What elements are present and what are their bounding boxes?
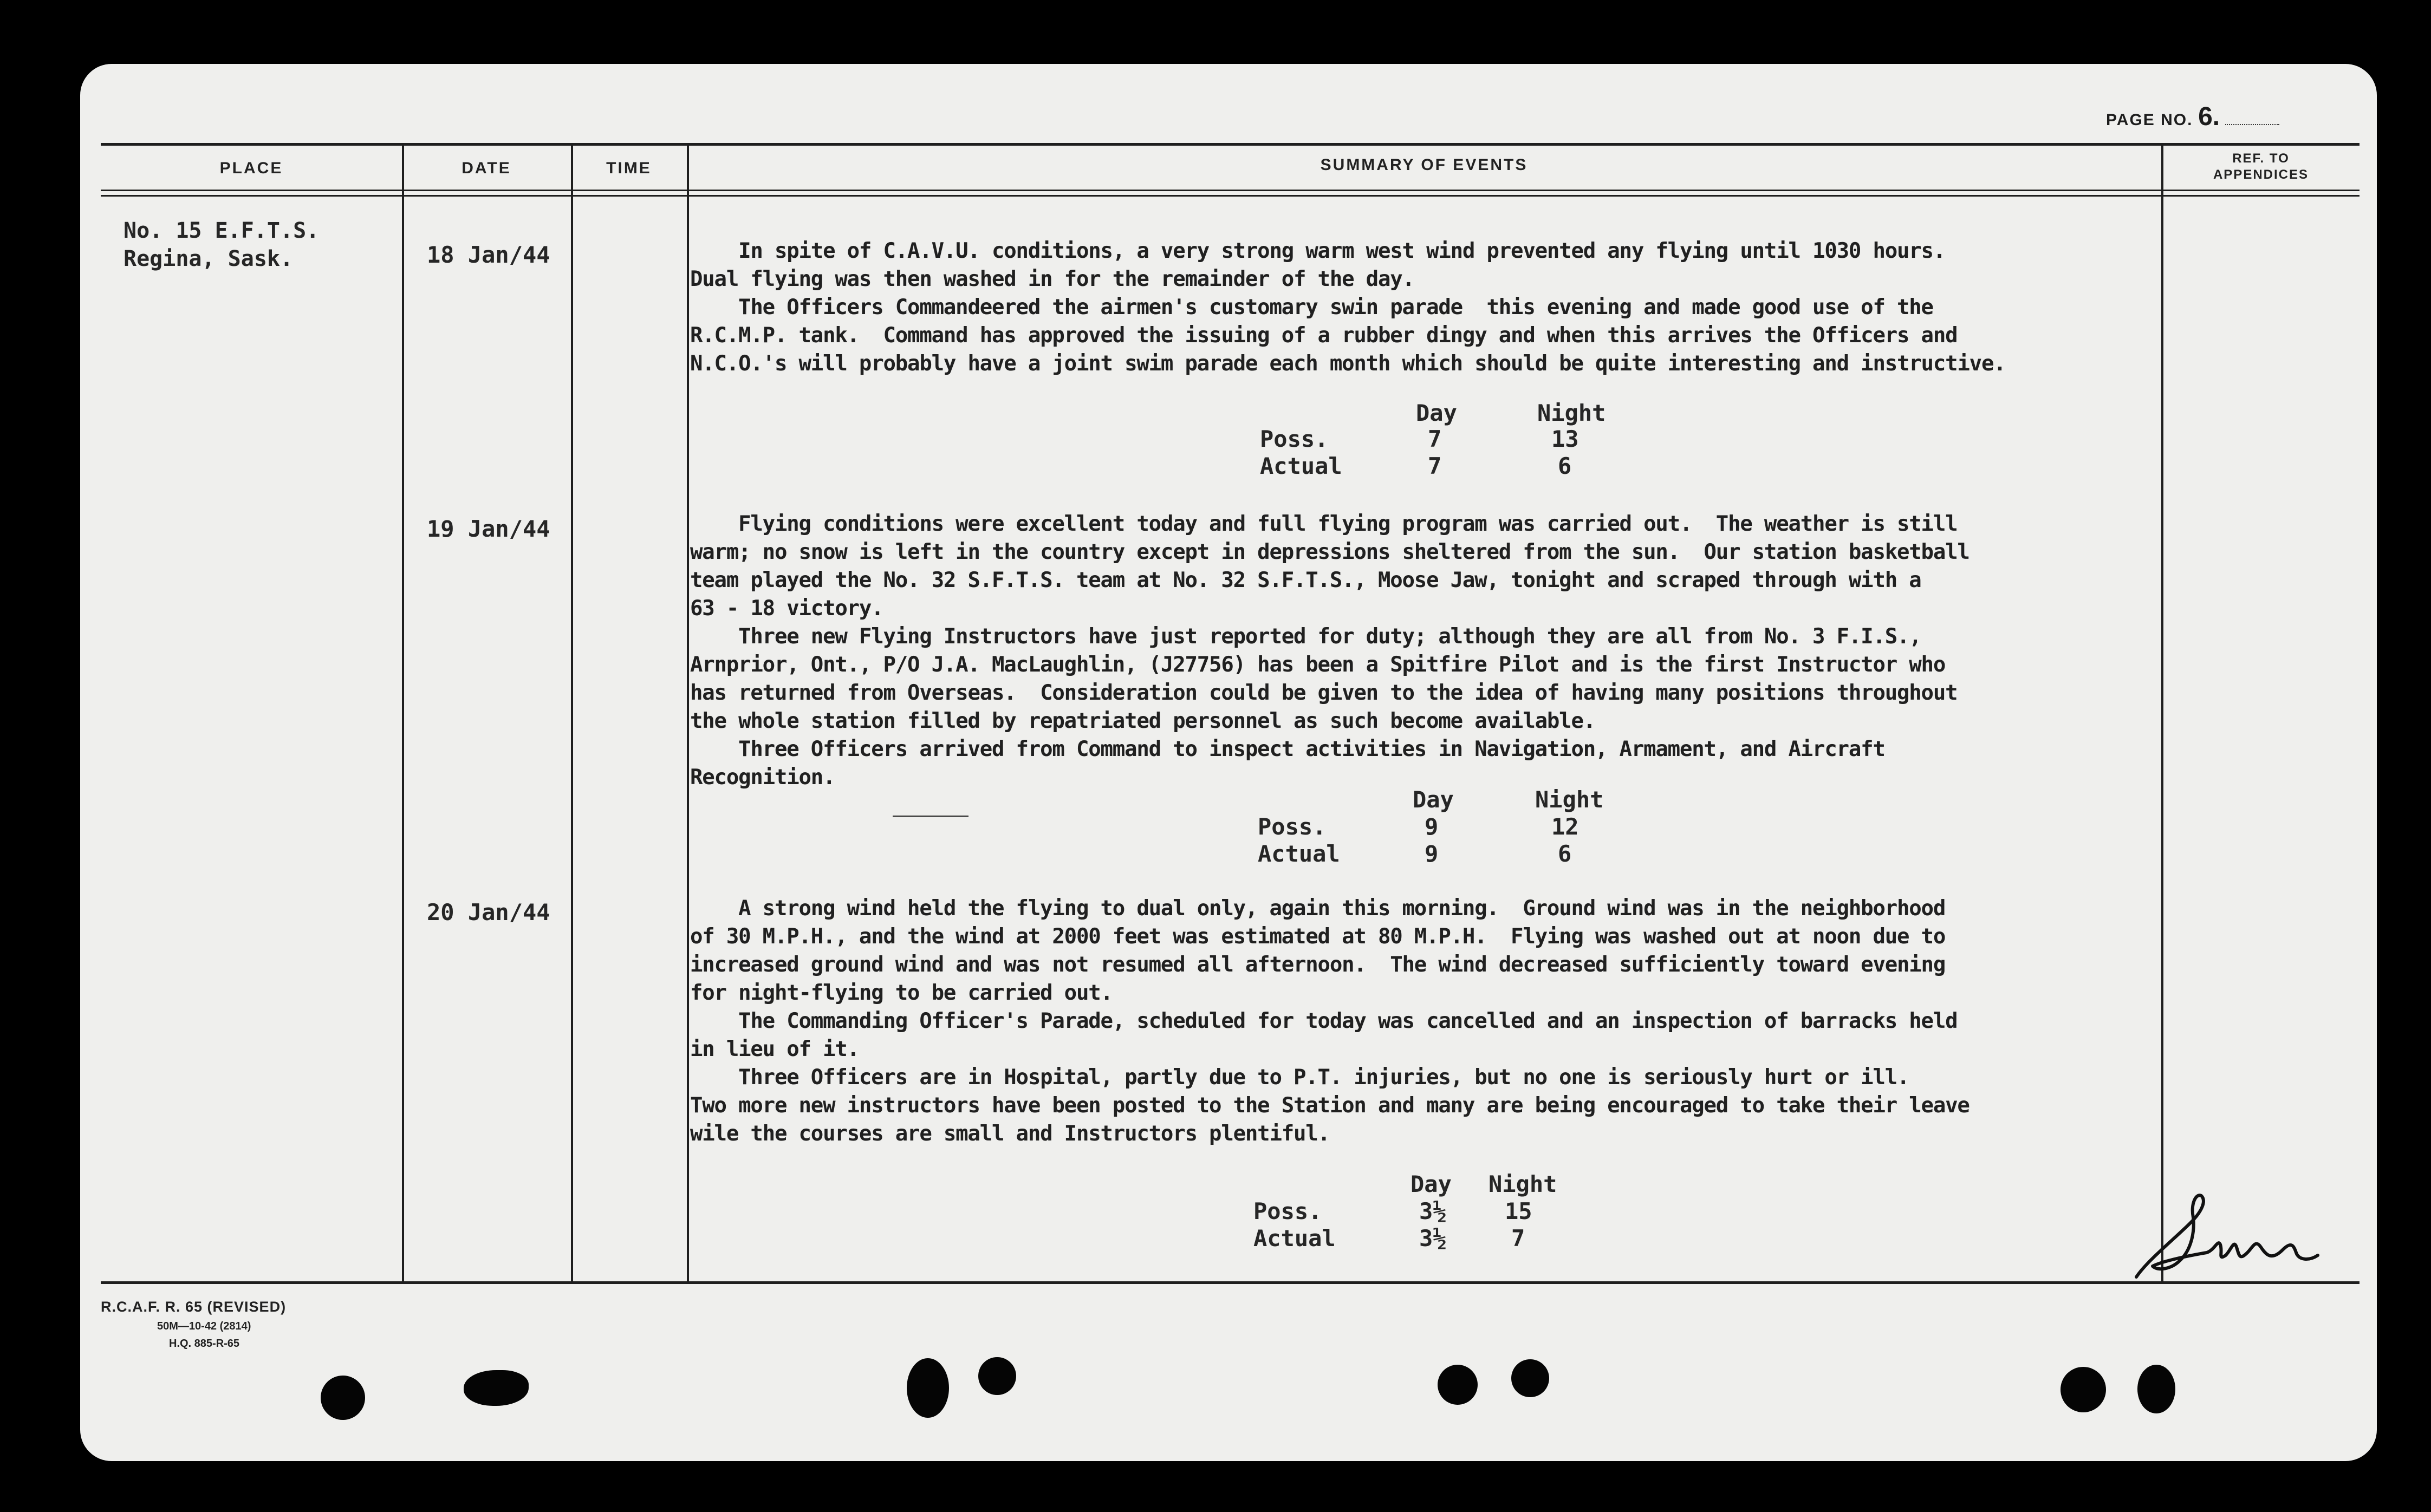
stats-night-label: Night bbox=[1535, 786, 1604, 813]
text-line: In spite of C.A.V.U. conditions, a very strong warm west wind prevented any flying until 1030 hours. bbox=[690, 239, 1946, 263]
stats-actual-day: 3½ bbox=[1419, 1225, 1447, 1252]
page-number bbox=[2106, 102, 2279, 132]
column-divider-date bbox=[571, 143, 573, 1281]
form-hq-code: H.Q. 885-R-65 bbox=[169, 1338, 240, 1350]
text-line: N.C.O.'s will probably have a joint swim parade each month which should be quite interesting and instructive. bbox=[690, 351, 2006, 376]
page-number-dotted-line bbox=[2225, 124, 2279, 125]
text-line: Three Officers are in Hospital, partly due to P.T. injuries, but no one is seriously hurt or ill. bbox=[690, 1065, 1909, 1090]
stats-actual-night: 6 bbox=[1558, 453, 1572, 479]
stats-actual-label: Actual bbox=[1258, 840, 1340, 867]
stats-poss-night: 12 bbox=[1551, 813, 1579, 840]
binder-hole bbox=[907, 1358, 949, 1418]
page-number-value: 6. bbox=[2198, 102, 2220, 131]
stats-poss-day: 3½ bbox=[1419, 1198, 1447, 1224]
column-divider-summary bbox=[2161, 143, 2163, 1281]
stats-poss-label: Poss. bbox=[1260, 426, 1329, 452]
stats-actual-night: 6 bbox=[1558, 840, 1572, 867]
column-divider-time bbox=[687, 143, 689, 1281]
text-line: The Officers Commandeered the airmen's customary swin parade this evening and made good use of the bbox=[690, 295, 1933, 320]
stats-poss-label: Poss. bbox=[1253, 1198, 1322, 1224]
stats-actual-label: Actual bbox=[1253, 1225, 1336, 1252]
diary-form-card bbox=[80, 64, 2377, 1461]
text-line: Recognition. bbox=[690, 765, 835, 790]
text-line: warm; no snow is left in the country except in depressions sheltered from the sun. Our station basketball bbox=[690, 540, 1969, 564]
stray-pen-mark bbox=[893, 816, 968, 817]
header-bottom-rule bbox=[101, 190, 2360, 191]
stats-poss-day: 7 bbox=[1428, 426, 1442, 452]
entry-date-18: 18 Jan/44 bbox=[427, 242, 550, 268]
entry-date-20: 20 Jan/44 bbox=[427, 899, 550, 926]
header-appendices: REF. TO APPENDICES bbox=[2213, 151, 2309, 182]
text-line: wile the courses are small and Instructors plentiful. bbox=[690, 1122, 1330, 1146]
entry-date-19: 19 Jan/44 bbox=[427, 516, 550, 542]
text-line: Arnprior, Ont., P/O J.A. MacLaughlin, (J27756) has been a Spitfire Pilot and is the first Instructor who bbox=[690, 653, 1946, 677]
text-line: Two more new instructors have been posted to the Station and many are being encouraged to take their leave bbox=[690, 1093, 1969, 1118]
form-print-code: 50M—10-42 (2814) bbox=[157, 1320, 251, 1332]
text-line: The Commanding Officer's Parade, scheduled for today was cancelled and an inspection of barracks held bbox=[690, 1009, 1958, 1033]
text-line: of 30 M.P.H., and the wind at 2000 feet was estimated at 80 M.P.H. Flying was washed out at noon due to bbox=[690, 924, 1946, 949]
text-line: team played the No. 32 S.F.T.S. team at No. 32 S.F.T.S., Moose Jaw, tonight and scraped through with a bbox=[690, 568, 1921, 592]
text-line: R.C.M.P. tank. Command has approved the issuing of a rubber dingy and when this arrives the Officers and bbox=[690, 323, 1958, 348]
text-line: in lieu of it. bbox=[690, 1037, 859, 1061]
text-line: for night-flying to be carried out. bbox=[690, 981, 1113, 1005]
stats-actual-label: Actual bbox=[1260, 453, 1342, 479]
binder-hole bbox=[464, 1370, 529, 1406]
binder-hole bbox=[2137, 1365, 2175, 1413]
column-divider-place bbox=[402, 143, 404, 1281]
entry-text-20 bbox=[690, 895, 1969, 1148]
binder-hole bbox=[321, 1376, 365, 1420]
header-place: PLACE bbox=[219, 159, 283, 177]
text-line: A strong wind held the flying to dual only, again this morning. Ground wind was in the neighborhood bbox=[690, 896, 1946, 921]
text-line: Dual flying was then washed in for the remainder of the day. bbox=[690, 267, 1414, 291]
table-bottom-rule bbox=[101, 1281, 2360, 1284]
binder-hole bbox=[1438, 1365, 1478, 1405]
header-top-rule bbox=[101, 143, 2360, 146]
form-number: R.C.A.F. R. 65 (REVISED) bbox=[101, 1299, 287, 1315]
text-line: Flying conditions were excellent today and full flying program was carried out. The weather is still bbox=[690, 512, 1958, 536]
stats-night-label: Night bbox=[1488, 1171, 1557, 1197]
binder-hole bbox=[1511, 1359, 1549, 1397]
entry-place: No. 15 E.F.T.S. Regina, Sask. bbox=[123, 218, 320, 271]
handwritten-initials-signature bbox=[2131, 1179, 2353, 1288]
stats-poss-label: Poss. bbox=[1258, 813, 1327, 840]
stats-poss-night: 15 bbox=[1505, 1198, 1532, 1224]
stats-actual-day: 9 bbox=[1425, 840, 1439, 867]
header-date: DATE bbox=[461, 159, 511, 177]
binder-hole bbox=[2060, 1367, 2106, 1412]
header-bottom-rule-double bbox=[101, 195, 2360, 197]
text-line: increased ground wind and was not resumed all afternoon. The wind decreased sufficiently toward evening bbox=[690, 953, 1946, 977]
text-line: Three Officers arrived from Command to inspect activities in Navigation, Armament, and Aircraft bbox=[690, 737, 1885, 761]
stats-night-label: Night bbox=[1537, 400, 1606, 426]
text-line: has returned from Overseas. Consideration could be given to the idea of having many positions throughout bbox=[690, 681, 1958, 705]
stats-poss-night: 13 bbox=[1551, 426, 1579, 452]
stats-actual-night: 7 bbox=[1511, 1225, 1525, 1252]
binder-hole bbox=[978, 1357, 1016, 1395]
entry-text-19 bbox=[690, 510, 1969, 792]
entry-text-18 bbox=[690, 237, 2006, 378]
header-summary: SUMMARY OF EVENTS bbox=[1320, 156, 1528, 174]
page-number-label: PAGE NO. bbox=[2106, 111, 2193, 129]
header-time: TIME bbox=[606, 159, 652, 177]
text-line: 63 - 18 victory. bbox=[690, 596, 883, 621]
text-line: Three new Flying Instructors have just reported for duty; although they are all from No. 3 F.I.S., bbox=[690, 624, 1921, 649]
stats-day-label: Day bbox=[1416, 400, 1457, 426]
stats-day-label: Day bbox=[1410, 1171, 1452, 1197]
stats-poss-day: 9 bbox=[1425, 813, 1439, 840]
stats-actual-day: 7 bbox=[1428, 453, 1442, 479]
stats-day-label: Day bbox=[1413, 786, 1454, 813]
text-line: the whole station filled by repatriated personnel as such become available. bbox=[690, 709, 1595, 733]
